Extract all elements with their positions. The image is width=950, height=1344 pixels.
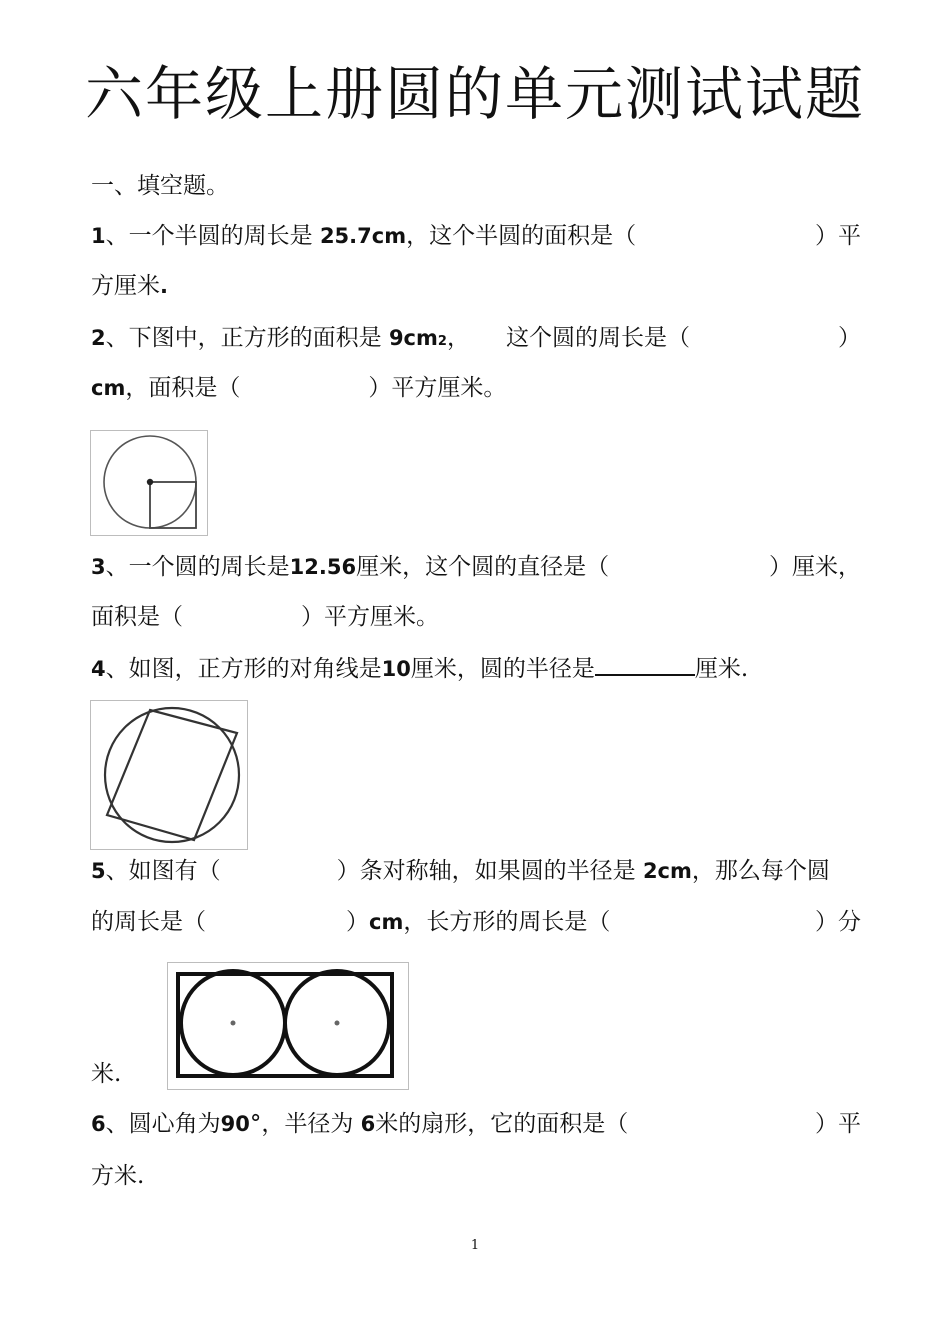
question-text: 面积是（: [91, 604, 183, 630]
question-6-line-1: [91, 1108, 861, 1140]
answer-blank-close: ）厘米，: [769, 554, 861, 580]
question-text: 厘米，圆的半径是: [410, 656, 595, 682]
question-value: 10: [381, 657, 411, 681]
question-text: ）平方厘米。: [368, 375, 507, 401]
question-value: 25.7cm: [319, 224, 407, 248]
question-unit: cm: [91, 376, 126, 400]
question-text: 这个圆的周长是（: [505, 325, 690, 351]
question-value: 6: [360, 1112, 376, 1136]
question-text: ）条对称轴，如果圆的半径是: [336, 858, 636, 884]
question-text: ，这个半圆的面积是（: [406, 223, 637, 249]
question-text: 、一个圆的周长是: [105, 554, 290, 580]
question-3-line-1: [91, 551, 861, 583]
answer-blank-close: ）: [838, 325, 861, 351]
question-text: ，面积是（: [125, 375, 241, 401]
question-4-line-1: [91, 652, 861, 685]
question-text: ，长方形的周长是（: [403, 909, 611, 935]
answer-blank-close: ）平: [815, 1111, 861, 1137]
question-unit: cm: [369, 910, 404, 934]
question-text: 、一个半圆的周长是: [105, 223, 313, 249]
question-text: ，那么每个圆: [691, 858, 830, 884]
question-3-line-2: [91, 601, 861, 633]
question-number: 1: [91, 224, 106, 248]
question-value-superscript: 2: [437, 334, 447, 349]
question-6-line-2: [91, 1160, 861, 1192]
question-text: 米.: [91, 1061, 122, 1087]
question-text: ）: [346, 909, 369, 935]
question-text: °，半径为: [249, 1111, 354, 1137]
question-text: ）平方厘米。: [301, 604, 439, 630]
question-value: 9cm: [388, 326, 438, 350]
page-title: 六年级上册圆的单元测试试题: [84, 60, 865, 128]
question-1-line-2: [91, 270, 861, 302]
question-number: 2: [91, 326, 106, 350]
section-heading: 一、填空题。: [91, 173, 229, 199]
question-text: 、下图中，正方形的面积是: [105, 325, 382, 351]
question-5-line-2: [91, 906, 861, 938]
question-text: 的周长是（: [91, 909, 206, 935]
question-2-line-2: [91, 372, 861, 404]
question-2-line-1: [91, 322, 861, 358]
question-value: 12.56: [289, 555, 357, 579]
question-value: 90: [220, 1112, 250, 1136]
answer-blank-close: ）平: [815, 223, 861, 249]
question-text: ，: [446, 325, 470, 351]
question-text: 方米.: [91, 1163, 145, 1189]
question-value: 2cm: [642, 859, 692, 883]
question-text: 厘米.: [694, 656, 749, 682]
question-text: 、如图有（: [105, 858, 221, 884]
question-5-line-1: [91, 855, 861, 887]
question-number: 6: [91, 1112, 106, 1136]
question-number: 4: [91, 657, 106, 681]
question-text: 方厘米: [91, 273, 160, 299]
figure-square-in-circle: [90, 700, 248, 850]
question-text: .: [160, 274, 168, 298]
question-1-line-1: [91, 220, 861, 252]
answer-blank-close: ）分: [815, 909, 861, 935]
figure-circle-with-square: [90, 430, 208, 536]
question-5-line-3: [91, 1058, 861, 1090]
question-number: 3: [91, 555, 106, 579]
question-text: 、如图，正方形的对角线是: [105, 656, 382, 682]
question-text: 厘米，这个圆的直径是（: [356, 554, 610, 580]
page-number: 1: [470, 1238, 480, 1253]
question-number: 5: [91, 859, 106, 883]
answer-underline: [595, 652, 695, 676]
question-text: 、圆心角为: [105, 1111, 221, 1137]
question-text: 米的扇形，它的面积是（: [375, 1111, 629, 1137]
